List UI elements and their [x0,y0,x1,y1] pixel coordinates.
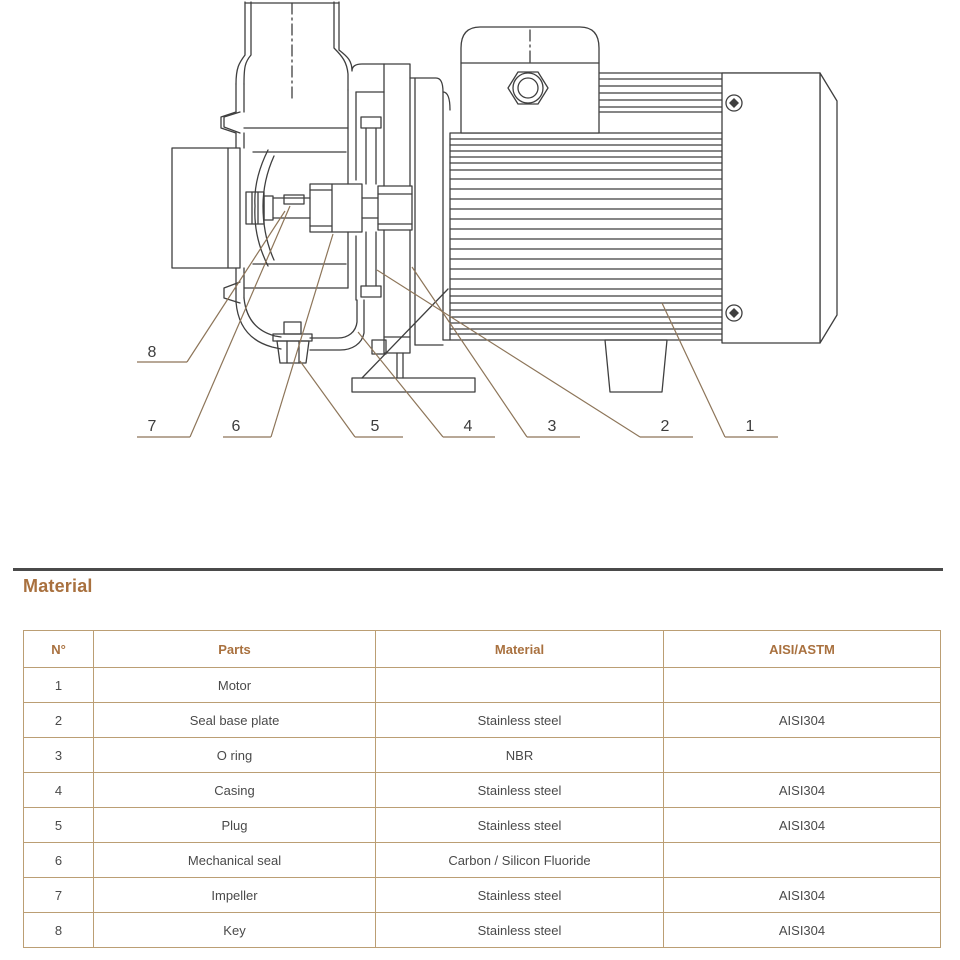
table-cell: Carbon / Silicon Fluoride [376,843,664,878]
casing-adapter [378,64,415,353]
terminal-box [461,27,599,133]
table-cell: 2 [24,703,94,738]
table-cell: 8 [24,913,94,948]
callout-number-7: 7 [147,418,157,435]
table-cell: 4 [24,773,94,808]
table-cell: AISI304 [664,773,941,808]
table-cell: 5 [24,808,94,843]
table-cell: Stainless steel [376,703,664,738]
table-cell: NBR [376,738,664,773]
drain-plug [273,322,312,363]
material-table [23,630,941,948]
table-cell: Plug [94,808,376,843]
table-row [24,808,941,843]
table-row [24,878,941,913]
leader-line-8 [187,211,285,362]
table-cell: AISI304 [664,913,941,948]
suction-port [172,148,240,268]
table-cell [376,668,664,703]
support-bracket [362,289,448,378]
callout-number-3: 3 [547,418,557,435]
table-row [24,843,941,878]
table-row [24,703,941,738]
callout-number-6: 6 [231,418,241,435]
table-cell: 7 [24,878,94,913]
callout-number-4: 4 [463,418,473,435]
column-header: AISI/ASTM [664,631,941,668]
table-cell: O ring [94,738,376,773]
mechanical-seal [310,184,362,232]
column-header: N° [24,631,94,668]
leader-line-3 [412,267,527,437]
table-cell: Stainless steel [376,773,664,808]
section-divider [13,568,943,571]
shaft-nut [246,192,273,224]
table-cell: Stainless steel [376,913,664,948]
pump-cross-section-diagram [0,0,960,460]
table-body [24,668,941,948]
callout-labels [148,344,755,435]
discharge-port [236,2,384,98]
table-row [24,738,941,773]
callout-number-5: 5 [370,418,380,435]
table-cell: Stainless steel [376,878,664,913]
table-row [24,773,941,808]
table-cell: AISI304 [664,878,941,913]
table-cell: AISI304 [664,703,941,738]
table-row [24,913,941,948]
table-cell: Seal base plate [94,703,376,738]
table-cell: AISI304 [664,808,941,843]
column-header: Parts [94,631,376,668]
table-row [24,668,941,703]
table-cell: Impeller [94,878,376,913]
table-cell [664,738,941,773]
leader-line-5 [300,361,355,437]
table-header [24,631,941,668]
callout-number-1: 1 [745,418,755,435]
table-cell: 1 [24,668,94,703]
motor-end-cap [722,73,837,343]
table-cell: 3 [24,738,94,773]
shaft-key [284,195,304,204]
leader-line-2 [377,270,640,437]
callout-number-8: 8 [147,344,157,361]
table-cell: Casing [94,773,376,808]
table-cell: 6 [24,843,94,878]
header-row [24,631,941,668]
table-cell: Key [94,913,376,948]
column-header: Material [376,631,664,668]
table-cell: Motor [94,668,376,703]
table-cell: Stainless steel [376,808,664,843]
section-title: Material [23,576,93,596]
table-cell: Mechanical seal [94,843,376,878]
table-cell [664,668,941,703]
motor-foot [605,340,667,392]
table-cell [664,843,941,878]
base-plate [352,378,475,392]
callout-number-2: 2 [660,418,670,435]
leader-lines [137,206,778,437]
